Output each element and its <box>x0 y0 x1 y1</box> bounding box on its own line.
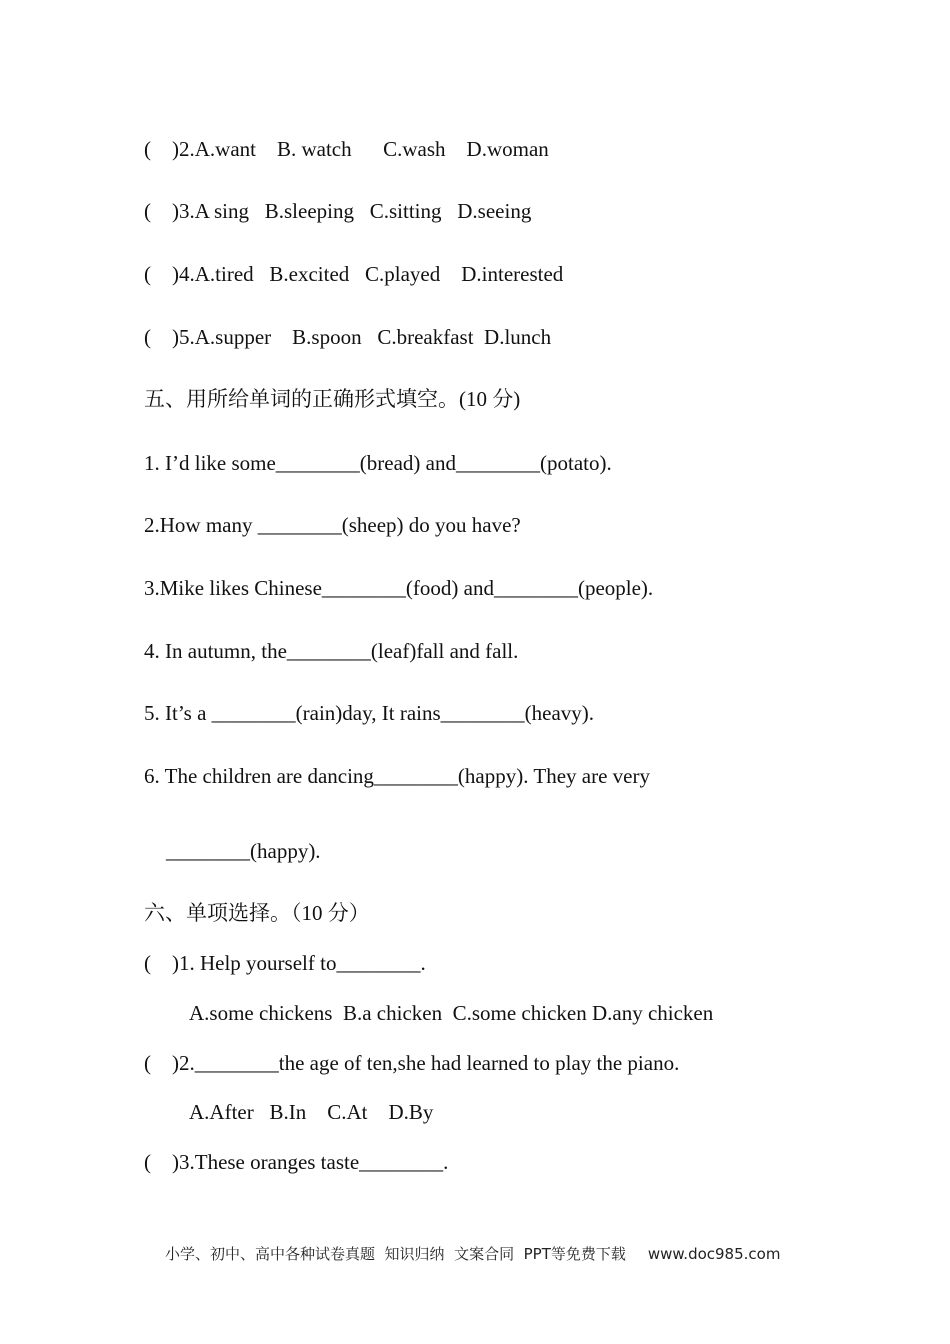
question-4-5: ( )5.A.supper B.spoon C.breakfast D.lunch <box>144 325 552 349</box>
question-4-3: ( )3.A sing B.sleeping C.sitting D.seeing <box>144 199 532 223</box>
question-5-3: 3.Mike likes Chinese________(food) and________(people). <box>144 576 654 600</box>
question-4-4: ( )4.A.tired B.excited C.played D.interested <box>144 262 564 286</box>
question-4-2: ( )2.A.want B. watch C.wash D.woman <box>144 137 549 161</box>
question-5-4: 4. In autumn, the________(leaf)fall and fall. <box>144 639 519 663</box>
question-5-6-continued: ________(happy). <box>166 839 321 863</box>
question-5-2: 2.How many ________(sheep) do you have? <box>144 513 521 537</box>
page-footer <box>165 1244 780 1264</box>
footer-url: www.doc985.com <box>647 1245 781 1263</box>
question-5-5: 5. It’s a ________(rain)day, It rains________(heavy). <box>144 701 595 725</box>
section-6-heading: 六、单项选择。（10 分） <box>144 901 370 925</box>
question-6-1-options: A.some chickens B.a chicken C.some chicken D.any chicken <box>189 1001 714 1025</box>
section-5-heading: 五、用所给单词的正确形式填空。(10 分) <box>144 387 521 411</box>
question-6-3: ( )3.These oranges taste________. <box>144 1150 449 1174</box>
question-5-6: 6. The children are dancing________(happy). They are very <box>144 764 650 788</box>
footer-text: 小学、初中、高中各种试卷真题 知识归纳 文案合同 PPT等免费下载 <box>165 1245 626 1263</box>
question-6-2: ( )2.________the age of ten,she had learned to play the piano. <box>144 1051 680 1075</box>
question-6-2-options: A.After B.In C.At D.By <box>189 1100 434 1124</box>
question-6-1: ( )1. Help yourself to________. <box>144 951 426 975</box>
question-5-1: 1. I’d like some________(bread) and________(potato). <box>144 451 612 475</box>
